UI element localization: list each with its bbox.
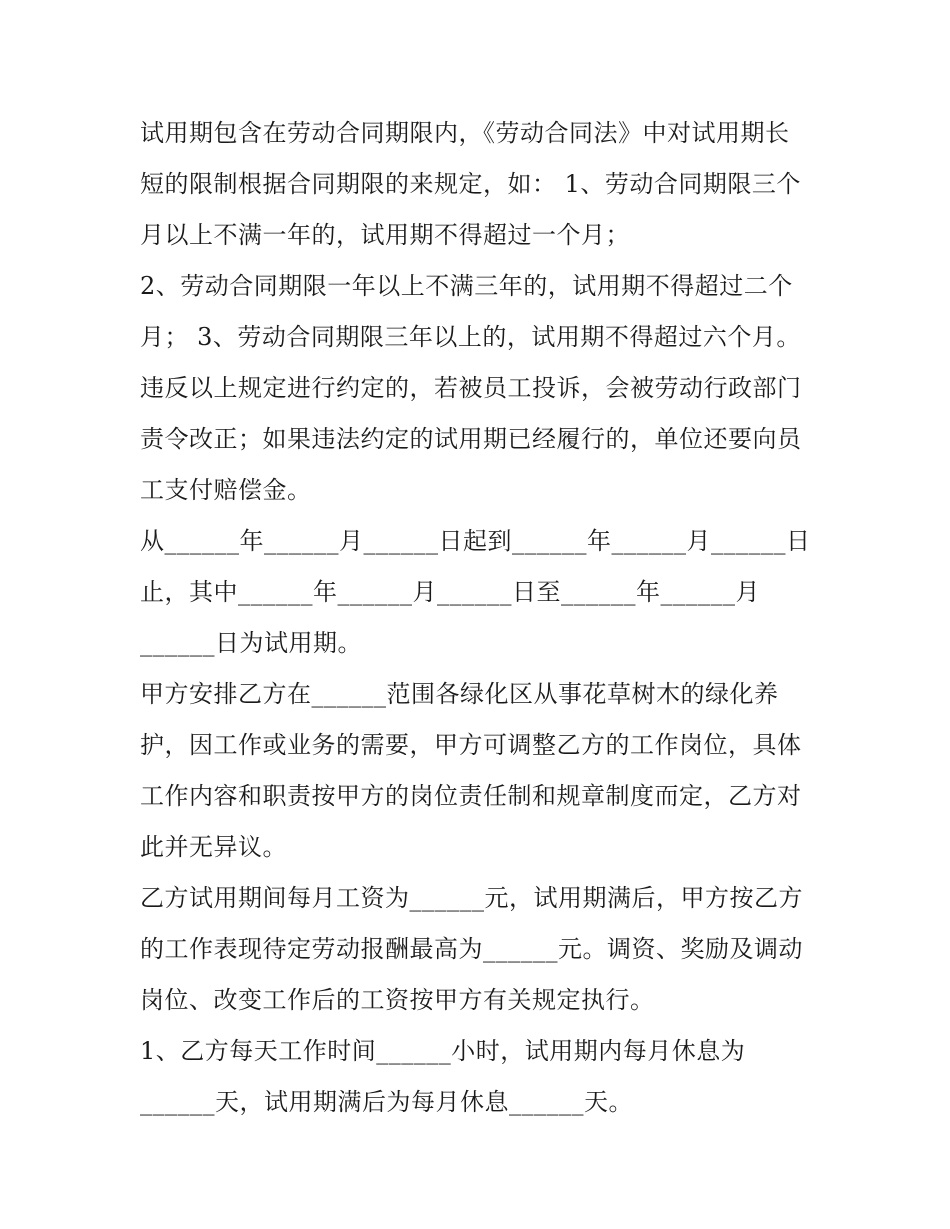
text-line: 1、乙方每天工作时间______小时，试用期内每月休息为 [140, 1037, 746, 1065]
text-line: 责令改正；如果违法约定的试用期已经履行的，单位还要向员 [140, 425, 802, 453]
text-line: 止，其中______年______月______日至______年______月 [140, 578, 760, 606]
text-line: 2、劳动合同期限一年以上不满三年的，试用期不得超过二个 [140, 272, 793, 300]
text-line: 此并无异议。 [140, 833, 287, 861]
text-line: 违反以上规定进行约定的，若被员工投诉，会被劳动行政部门 [140, 374, 802, 402]
text-line: 从______年______月______日起到______年______月______日 [140, 527, 811, 555]
text-line: 月； 3、劳动合同期限三年以上的，试用期不得超过六个月。 [140, 323, 801, 351]
text-line: ______日为试用期。 [140, 629, 362, 657]
text-line: 护，因工作或业务的需要，甲方可调整乙方的工作岗位，具体 [140, 731, 802, 759]
text-line: 乙方试用期间每月工资为______元，试用期满后，甲方按乙方 [140, 884, 803, 912]
text-line: 试用期包含在劳动合同期限内，《劳动合同法》中对试用期长 [140, 119, 790, 147]
text-line: 工作内容和职责按甲方的岗位责任制和规章制度而定，乙方对 [140, 782, 802, 810]
text-line: 短的限制根据合同期限的来规定，如： 1、劳动合同期限三个 [140, 170, 801, 198]
text-line: 工支付赔偿金。 [140, 476, 312, 504]
text-line: 的工作表现待定劳动报酬最高为______元。调资、奖励及调动 [140, 935, 803, 963]
text-line: 岗位、改变工作后的工资按甲方有关规定执行。 [140, 986, 655, 1014]
contract-text [140, 108, 820, 1128]
text-line: 月以上不满一年的，试用期不得超过一个月； [140, 221, 630, 249]
text-line: 甲方安排乙方在______范围各绿化区从事花草树木的绿化养 [140, 680, 779, 708]
text-line: ______天，试用期满后为每月休息______天。 [140, 1088, 633, 1116]
